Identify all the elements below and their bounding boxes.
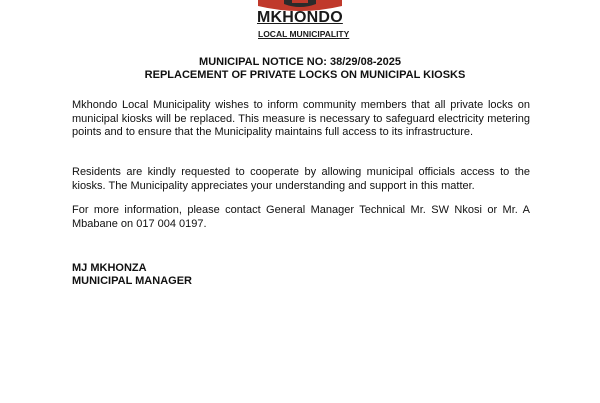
notice-title: REPLACEMENT OF PRIVATE LOCKS ON MUNICIPAL KIOSKS [144, 69, 466, 81]
body-paragraph-2: Residents are kindly requested to cooperate by allowing municipal officials access to the kiosks. The Municipality appreciates your understanding and support in this matter. [72, 166, 530, 192]
body-paragraph-3: For more information, please contact General Manager Technical Mr. SW Nkosi or Mr. A Mbabane on 017 004 0197. [72, 204, 530, 230]
signatory-title: MUNICIPAL MANAGER [72, 275, 192, 287]
body-paragraph-1: Mkhondo Local Municipality wishes to inform community members that all private locks on municipal kiosks will be replaced. This measure is necessary to safeguard electricity metering points and to ensure that the Municipality maintains full access to its infrastructure. [72, 99, 530, 138]
signatory-name: MJ MKHONZA [72, 262, 147, 274]
logo-name: MKHONDO [257, 9, 343, 26]
logo-subtitle: LOCAL MUNICIPALITY [258, 29, 350, 39]
notice-number: MUNICIPAL NOTICE NO: 38/29/08-2025 [199, 56, 401, 68]
